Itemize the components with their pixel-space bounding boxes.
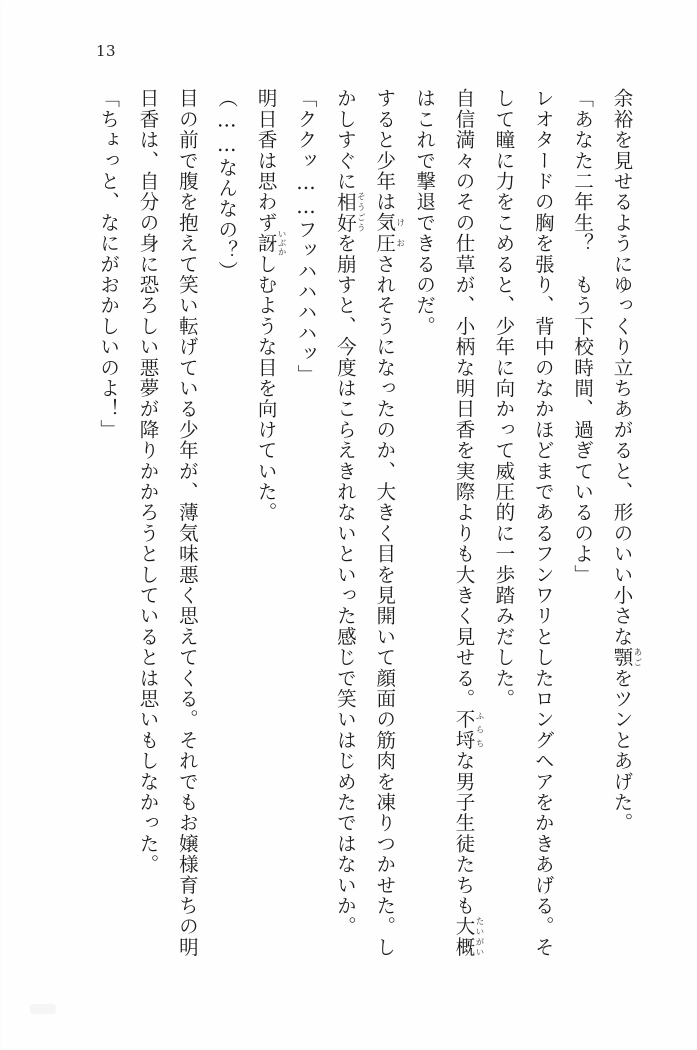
- paragraph: 明日香は思わず訝いぶかしむような目を向けていた。: [254, 88, 287, 523]
- page-number: 13: [96, 42, 117, 60]
- paragraph: レオタードの胸を張り、背中のなかほどまであるフンワリとしたロングヘアをかきあげる。そして瞳に力をこめると、少年に向かって威圧的に一歩踏みだした。: [492, 88, 555, 958]
- ruby-ago: 顎あご: [610, 646, 642, 668]
- vertical-text-body: [56, 88, 642, 968]
- paragraph: 余裕を見せるようにゆっくり立ちあがると、形のいい小さな顎あごをツンとあげた。: [610, 88, 642, 834]
- paragraph: 目の前で腹を抱えて笑い転げている少年が、薄気味悪く思えてくる。それでもお嬢様育ちの明日香は、自分の身に恐ろしい悪夢が降りかかろうとしているとは思いもしなかった。: [136, 88, 199, 958]
- ruby-sougou: 相好そうごう: [333, 191, 366, 233]
- paragraph: （……なんなの？）: [215, 88, 239, 282]
- ruby-keo: 気圧けお: [373, 212, 405, 254]
- paragraph: 「ククッ……フッハハハハッ」: [294, 88, 318, 385]
- page-smudge: [30, 1004, 56, 1014]
- ruby-furachi: 不埒ふらち: [452, 709, 484, 751]
- paragraph: 「あなた二年生？ もう下校時間、過ぎているのよ」: [571, 88, 595, 585]
- ruby-ibuka: 訝いぶか: [254, 229, 287, 257]
- ruby-taigai: 大概たいがい: [452, 916, 484, 958]
- paragraph: 自信満々のその仕草が、小柄な明日香を実際よりも大きく見せる。不埒ふらちな男子生徒たちも大概たいがいはこれで撃退できるのだ。: [413, 88, 484, 958]
- paragraph: 「ちょっと、なにがおかしいのよ！」: [97, 88, 121, 440]
- paragraph: すると少年は気圧けおされそうになったのか、大きく目を見開いて顔面の筋肉を凍りつかせた。しかしすぐに相好そうごうを崩すと、今度はこらえきれないといった感じで笑いはじめたではないか。: [333, 88, 405, 958]
